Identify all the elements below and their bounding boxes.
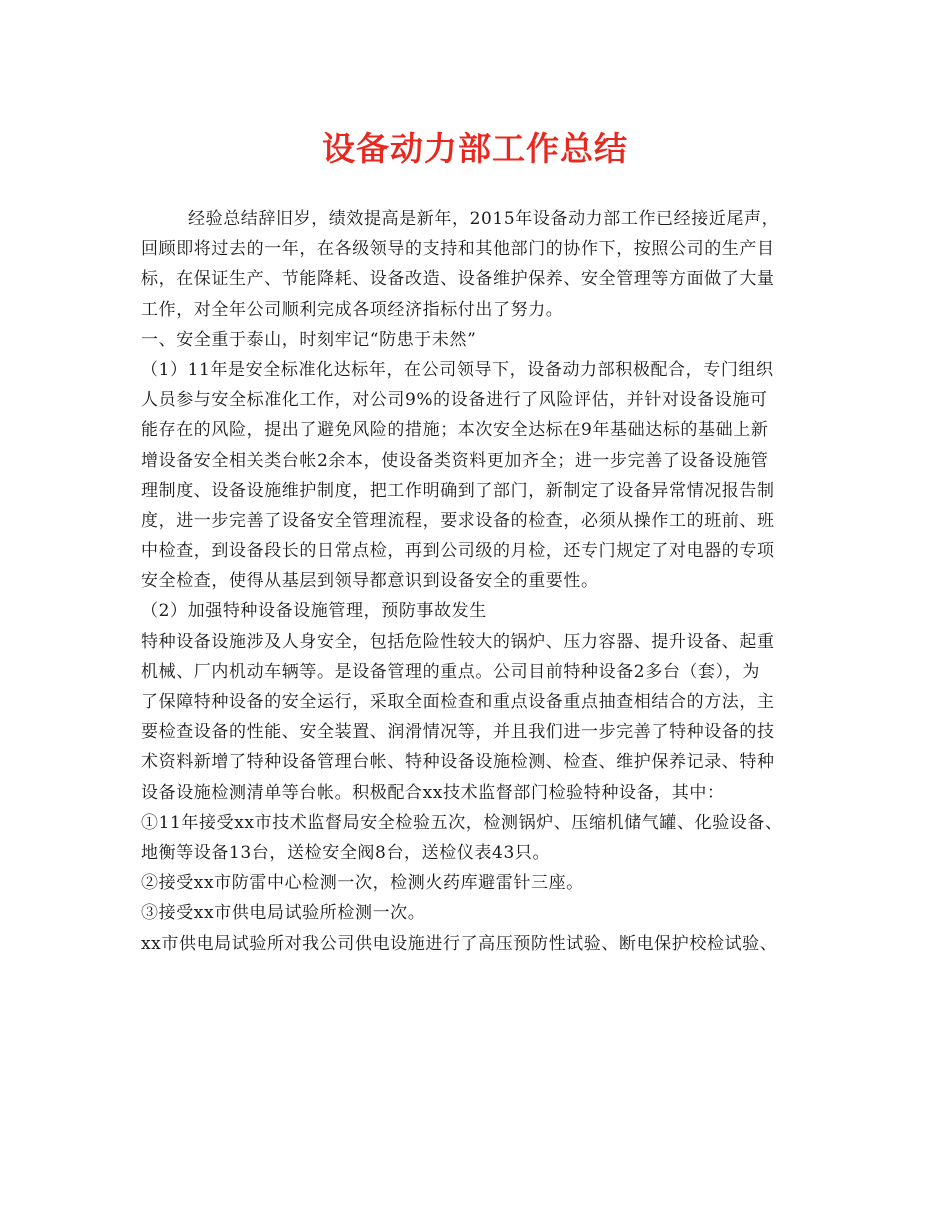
- subsection-heading: （2）加强特种设备设施管理，预防事故发生: [141, 601, 487, 622]
- paragraph-line: 特种设备设施涉及人身安全，包括危险性较大的锅炉、压力容器、提升设备、起重: [141, 631, 775, 652]
- paragraph-line: 标，在保证生产、节能降耗、设备改造、设备维护保养、安全管理等方面做了大量: [141, 269, 775, 290]
- document-body: [141, 204, 831, 959]
- paragraph-line: （1）11年是安全标准化达标年，在公司领导下，设备动力部积极配合，专门组织: [141, 359, 774, 380]
- list-item: ①11年接受xx市技术监督局安全检验五次，检测锅炉、压缩机储气罐、化验设备、: [141, 812, 783, 833]
- paragraph-line: 地衡等设备13台，送检安全阀8台，送检仪表43只。: [141, 842, 551, 863]
- paragraph-line: xx市供电局试验所对我公司供电设施进行了高压预防性试验、断电保护校检试验、: [141, 933, 778, 954]
- paragraph-line: 要检查设备的性能、安全装置、润滑情况等，并且我们进一步完善了特种设备的技: [141, 722, 775, 743]
- paragraph-line: 了保障特种设备的安全运行，采取全面检查和重点设备重点抽查相结合的方法，主: [141, 692, 775, 712]
- paragraph-line: 人员参与安全标准化工作，对公司9%的设备进行了风险评估，并针对设备设施可: [141, 390, 768, 411]
- paragraph-line: 理制度、设备设施维护制度，把工作明确到了部门，新制定了设备异常情况报告制: [141, 480, 775, 501]
- paragraph-line: 增设备安全相关类台帐2余本，使设备类资料更加齐全；进一步完善了设备设施管: [141, 450, 769, 471]
- paragraph-line: 工作，对全年公司顺利完成各项经济指标付出了努力。: [141, 299, 564, 320]
- section-heading: 一、安全重于泰山，时刻牢记“防患于未然”: [141, 329, 477, 350]
- paragraph-line: 术资料新增了特种设备管理台帐、特种设备设施检测、检查、维护保养记录、特种: [141, 752, 775, 773]
- paragraph-line: 设备设施检测清单等台帐。积极配合xx技术监督部门检验特种设备，其中：: [141, 782, 725, 803]
- list-item: ②接受xx市防雷中心检测一次，检测火药库避雷针三座。: [141, 873, 584, 894]
- paragraph-line: 度，进一步完善了设备安全管理流程，要求设备的检查，必须从操作工的班前、班: [141, 510, 775, 531]
- list-item: ③接受xx市供电局试验所检测一次。: [141, 903, 426, 924]
- paragraph-line: 经验总结辞旧岁，绩效提高是新年，2015年设备动力部工作已经接近尾声，: [188, 209, 780, 229]
- paragraph-line: 回顾即将过去的一年，在各级领导的支持和其他部门的协作下，按照公司的生产目: [141, 239, 775, 260]
- document-title: 设备动力部工作总结: [322, 129, 628, 168]
- paragraph-line: 中检查，到设备段长的日常点检，再到公司级的月检，还专门规定了对电器的专项: [141, 541, 775, 562]
- paragraph-line: 机械、厂内机动车辆等。是设备管理的重点。公司目前特种设备2多台（套），为: [141, 661, 760, 682]
- paragraph-line: 安全检查，使得从基层到领导都意识到设备安全的重要性。: [141, 571, 599, 592]
- paragraph-line: 能存在的风险，提出了避免风险的措施；本次安全达标在9年基础达标的基础上新: [141, 420, 769, 441]
